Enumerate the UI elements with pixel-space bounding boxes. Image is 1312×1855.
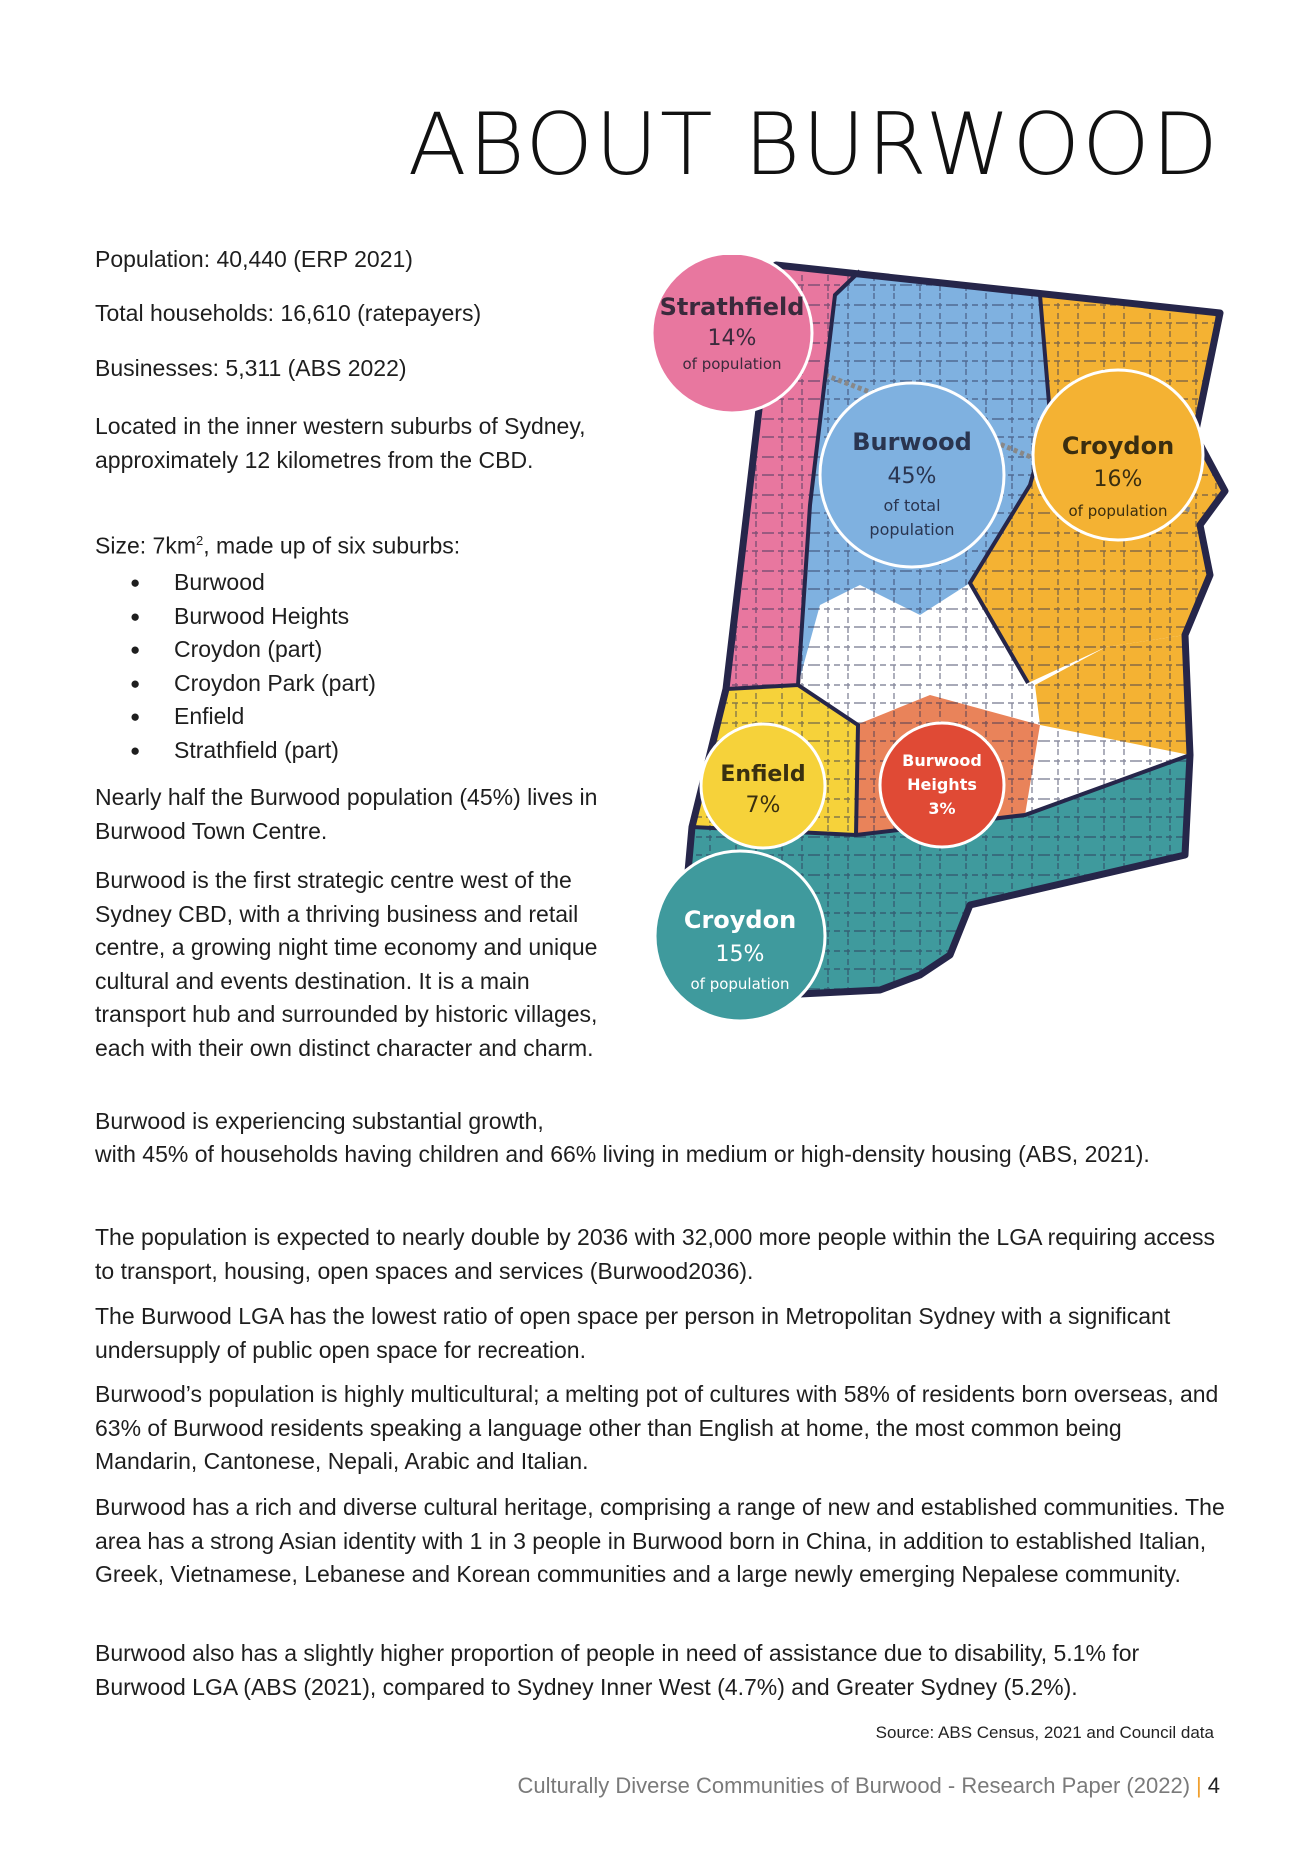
croydon-north-bubble: [1033, 370, 1203, 540]
location-paragraph: Located in the inner western suburbs of Sydney, approximately 12 kilometres from the CBD.: [95, 413, 586, 473]
burwood-percent: 45%: [887, 464, 937, 489]
burwood-heights-label-line2: Heights: [907, 775, 977, 794]
page-number: 4: [1207, 1773, 1220, 1798]
footer-separator: |: [1196, 1773, 1202, 1798]
disability-paragraph: Burwood also has a slightly higher proportion of people in need of assistance due to disability, 5.1% for Burwood LGA (ABS (2021), compared to Sydney Inner West (4.7%) and Greater Sydney (5.2%).: [95, 1640, 1140, 1700]
growth-paragraph: with 45% of households having children and 66% living in medium or high-density housing (ABS, 2021).: [95, 1141, 1150, 1167]
size-suffix: , made up of six suburbs:: [203, 532, 461, 559]
growth-paragraph-line1: Burwood is experiencing substantial growth,: [95, 1108, 544, 1134]
list-item: ● Croydon (part): [130, 633, 376, 667]
population-stat: Population: 40,440 (ERP 2021): [95, 246, 413, 272]
burwood-caption-line2: population: [869, 520, 955, 539]
burwood-label: Burwood: [852, 428, 972, 456]
households-stat: Total households: 16,610 (ratepayers): [95, 300, 482, 326]
strategic-centre-paragraph: Burwood is the first strategic centre west of the Sydney CBD, with a thriving business and retail centre, a growing night time economy and unique cultural and events destination. It is a main transport hub and surrounded by historic villages, each with their own distinct character and charm.: [95, 867, 598, 1061]
croydon-south-bubble: [655, 851, 825, 1021]
burwood-heights-bubble: [880, 723, 1004, 847]
enfield-percent: 7%: [745, 793, 781, 818]
burwood-bubble: [820, 383, 1004, 567]
croydon-north-percent: 16%: [1093, 467, 1143, 492]
burwood-caption-line1: of total: [883, 496, 941, 515]
list-item: ● Strathfield (part): [130, 734, 376, 768]
town-centre-paragraph: Nearly half the Burwood population (45%) lives in Burwood Town Centre.: [95, 784, 598, 844]
strathfield-label: Strathfield: [659, 293, 805, 321]
footer-text: Culturally Diverse Communities of Burwood - Research Paper (2022): [517, 1773, 1191, 1798]
strathfield-bubble: [652, 255, 812, 413]
croydon-south-percent: 15%: [715, 942, 765, 967]
list-item: ● Burwood Heights: [130, 600, 376, 634]
size-prefix: Size: 7km: [95, 532, 196, 559]
multicultural-paragraph: Burwood’s population is highly multicultural; a melting pot of cultures with 58% of residents born overseas, and 63% of Burwood residents speaking a language other than English at home, the most common being Mandarin, Cantonese, Nepali, Arabic and Italian.: [95, 1381, 1219, 1474]
list-item: ● Burwood: [130, 566, 376, 600]
population-double-paragraph: The population is expected to nearly double by 2036 with 32,000 more people within the LGA requiring access to transport, housing, open spaces and services (Burwood2036).: [95, 1224, 1216, 1284]
croydon-south-label: Croydon: [683, 906, 797, 934]
list-item: ● Croydon Park (part): [130, 667, 376, 701]
burwood-heights-percent: 3%: [928, 799, 956, 818]
list-item: ● Enfield: [130, 700, 376, 734]
businesses-stat: Businesses: 5,311 (ABS 2022): [95, 355, 407, 381]
heritage-paragraph: Burwood has a rich and diverse cultural heritage, comprising a range of new and established communities. The area has a strong Asian identity with 1 in 3 people in Burwood born in China, in addition to established Italian, Greek, Vietnamese, Lebanese and Korean communities and a large newly emerging Nepalese community.: [95, 1494, 1225, 1587]
croydon-north-caption: of population: [1068, 502, 1168, 520]
size-paragraph: [95, 524, 615, 563]
source-note: Source: ABS Census, 2021 and Council data: [875, 1723, 1214, 1742]
strathfield-caption: of population: [682, 355, 782, 373]
page-footer: [518, 1773, 1220, 1799]
page-title: ABOUT BURWOOD: [407, 95, 1220, 195]
strathfield-percent: 14%: [707, 326, 757, 351]
size-superscript: 2: [195, 533, 204, 548]
enfield-bubble: [701, 724, 825, 848]
croydon-north-label: Croydon: [1061, 432, 1175, 460]
burwood-heights-label-line1: Burwood: [902, 751, 982, 770]
croydon-south-caption: of population: [690, 975, 790, 993]
open-space-paragraph: The Burwood LGA has the lowest ratio of open space per person in Metropolitan Sydney with a significant undersupply of public open space for recreation.: [95, 1303, 1171, 1363]
enfield-label: Enfield: [720, 762, 806, 787]
burwood-suburbs-map: [630, 255, 1270, 1115]
suburbs-list: [130, 566, 376, 767]
